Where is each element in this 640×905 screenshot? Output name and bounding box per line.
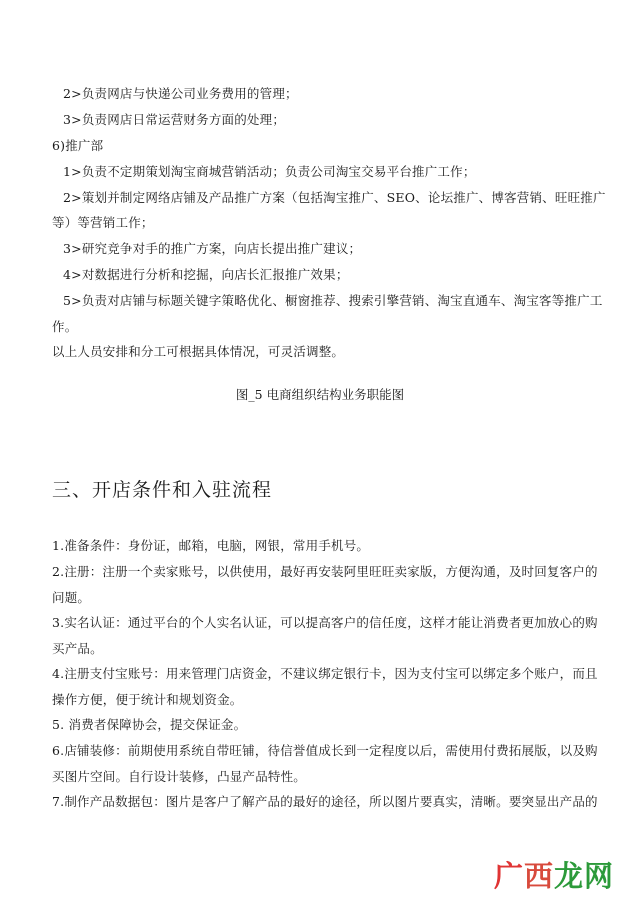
watermark-part: 龙网 [553,859,614,893]
watermark-logo [494,859,614,893]
list-item: 6.店铺装修：前期使用系统自带旺铺，待信誉值成长到一定程度以后，需使用付费拓展版，以及购 [52,743,598,758]
text-line: 4>对数据进行分析和挖掘，向店长汇报推广效果； [63,267,349,282]
text-line: 6)推广部 [52,138,104,153]
list-item: 1.准备条件：身份证，邮箱，电脑，网银，常用手机号。 [52,538,370,553]
figure-caption: 图_5 电商组织结构业务职能图 [235,387,405,402]
list-item: 买图片空间。自行设计装修，凸显产品特性。 [52,769,307,784]
list-item: 7.制作产品数据包：图片是客户了解产品的最好的途径，所以图片要真实，清晰。要突显出产品的 [52,794,598,809]
list-item: 5. 消费者保障协会，提交保证金。 [52,717,247,732]
list-item: 4.注册支付宝账号：用来管理门店资金，不建议绑定银行卡，因为支付宝可以绑定多个账户，而且 [52,666,598,681]
list-item: 3.实名认证：通过平台的个人实名认证，可以提高客户的信任度，这样才能让消费者更加放心的购 [52,615,598,630]
list-item: 买产品。 [52,641,103,656]
text-line: 2>策划并制定网络店铺及产品推广方案（包括淘宝推广、SEO、论坛推广、博客营销、旺旺推广 [63,190,606,205]
text-line: 5>负责对店铺与标题关键字策略优化、橱窗推荐、搜索引擎营销、淘宝直通车、淘宝客等推广工 [63,293,603,308]
text-line: 以上人员安排和分工可根据具体情况，可灵活调整。 [52,344,345,359]
text-line: 3>研究竞争对手的推广方案，向店长提出推广建议； [63,241,362,256]
text-line: 1>负责不定期策划淘宝商城营销活动；负责公司淘宝交易平台推广工作； [63,164,476,179]
text-line: 等）等营销工作； [52,215,154,230]
watermark-part: 西 [523,859,554,893]
watermark-part: 广 [493,859,524,893]
text-line: 3>负责网店日常运营财务方面的处理； [63,112,286,127]
list-item: 问题。 [52,590,91,605]
list-item: 操作方便，便于统计和规划资金。 [52,692,243,707]
text-line: 作。 [52,319,78,334]
section-heading: 三、开店条件和入驻流程 [52,479,273,501]
text-line: 2>负责网店与快递公司业务费用的管理； [63,86,298,101]
list-item: 2.注册：注册一个卖家账号，以供使用，最好再安装阿里旺旺卖家版，方便沟通，及时回复客户的 [52,564,598,579]
